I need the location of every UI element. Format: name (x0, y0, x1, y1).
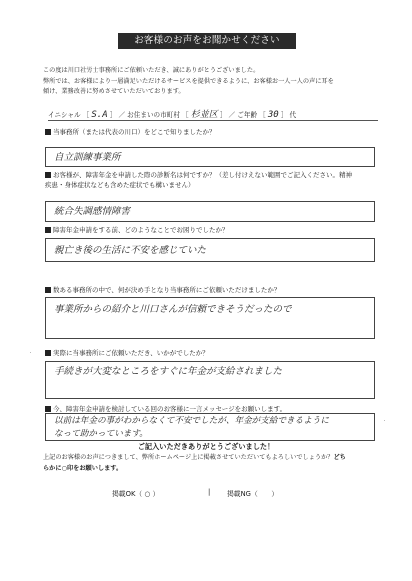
question-text-cont: 疾患・身体症状なども含めた症状でも構いません） (45, 180, 195, 189)
closing-message: ご記入いただきありがとうございました！ (137, 442, 275, 451)
initial-value: S.A (91, 110, 108, 120)
question-text: 実際に当事務所にご依頼いただき、いかがでしたか？ (53, 349, 209, 357)
question-text: 今、障害年金申請を検討している回のお客様に一言メッセージをお願いします。 (53, 405, 287, 413)
answer-text: なって助かっています。 (54, 429, 148, 439)
age-suffix: 代 (289, 111, 297, 119)
publish-consent-text (43, 453, 388, 474)
publish-ok-mark: （ ○ ） (135, 490, 160, 498)
answer-box-6 (45, 413, 375, 441)
consent-line: 上記のお客様のお声につきまして、弊所ホームページ上に掲載させていただいてもよろしいでしょうか？ (43, 454, 334, 461)
scan-speck (384, 420, 385, 421)
age-label: ご年齢 (237, 111, 258, 119)
answer-text: 以前は年金の事がわからなくて不安でしたが、年金が支給できるように (54, 416, 330, 426)
question-1 (45, 128, 390, 138)
age-value: 30 (267, 110, 279, 120)
choice-separator: | (208, 488, 211, 496)
info-underline (48, 120, 378, 121)
bullet-icon (45, 287, 51, 293)
publish-ng-mark: （ ） (250, 490, 279, 498)
publish-ok-label: 掲載OK (112, 490, 136, 498)
question-3 (45, 226, 390, 236)
initial-label: イニシャル (48, 111, 81, 119)
answer-text: 統合失調感情障害 (54, 206, 131, 217)
city-value: 杉並区 (190, 110, 218, 120)
answer-box-5 (45, 361, 375, 399)
question-4 (45, 286, 390, 296)
answer-text: 自立訓練事業所 (54, 152, 121, 163)
intro-text (43, 66, 388, 98)
respondent-info: イニシャル ［ S.A ］ ／ お住まいの市町村 ［ 杉並区 ］ ／ ご年齢 ［ 30 ］ 代 (48, 107, 378, 123)
answer-text: 事業所からの紹介と川口さんが信頼できそうだったので (54, 304, 292, 315)
bullet-icon (45, 406, 51, 412)
consent-emphasis: どち (333, 454, 346, 461)
publish-ng-option[interactable] (227, 488, 278, 498)
question-2 (45, 171, 390, 190)
consent-emphasis: らかに○印をお願いします。 (43, 464, 123, 472)
question-text: お客様が、障害年金を申請した際の診断名は何ですか？（差し付けえない範囲でご記入ください。精神 (53, 171, 352, 179)
intro-line: 傾け、業務改善に努めさせていただいております。 (43, 88, 185, 95)
answer-text: 親亡き後の生活に不安を感じていた (54, 245, 207, 256)
question-text: 当事務所（または代表の川口）をどこで知りましたか？ (53, 128, 216, 136)
question-text: 数ある事務所の中で、何が決め手となり当事務所にご依頼いただけましたか？ (53, 286, 281, 294)
answer-box-1 (45, 147, 375, 167)
scan-speck (30, 352, 31, 353)
answer-box-4 (45, 297, 375, 339)
publish-ok-option[interactable] (112, 488, 159, 498)
intro-line: この度は川口社労士事務所にご依頼いただき、誠にありがとうございました。 (43, 67, 260, 74)
bullet-icon (45, 227, 51, 233)
question-text: 障害年金申請をする前、どのようなことでお困りでしたか？ (53, 226, 229, 234)
bullet-icon (45, 172, 51, 178)
city-label: お住まいの市町村 (127, 111, 180, 119)
answer-text: 手続きが大変なところをすぐに年金が支給されました (54, 366, 283, 377)
question-5 (45, 349, 390, 359)
publish-ng-label: 掲載NG (227, 490, 251, 498)
page-title: お客様のお声をお聞かせください (118, 33, 296, 49)
answer-box-2 (45, 201, 375, 222)
answer-box-3 (45, 238, 375, 262)
intro-line: 弊所では、お客様により一層満足いただけるサービスを提供できるように、お客様お一人一人の声に耳を (43, 77, 334, 85)
bullet-icon (45, 129, 51, 135)
bullet-icon (45, 350, 51, 356)
